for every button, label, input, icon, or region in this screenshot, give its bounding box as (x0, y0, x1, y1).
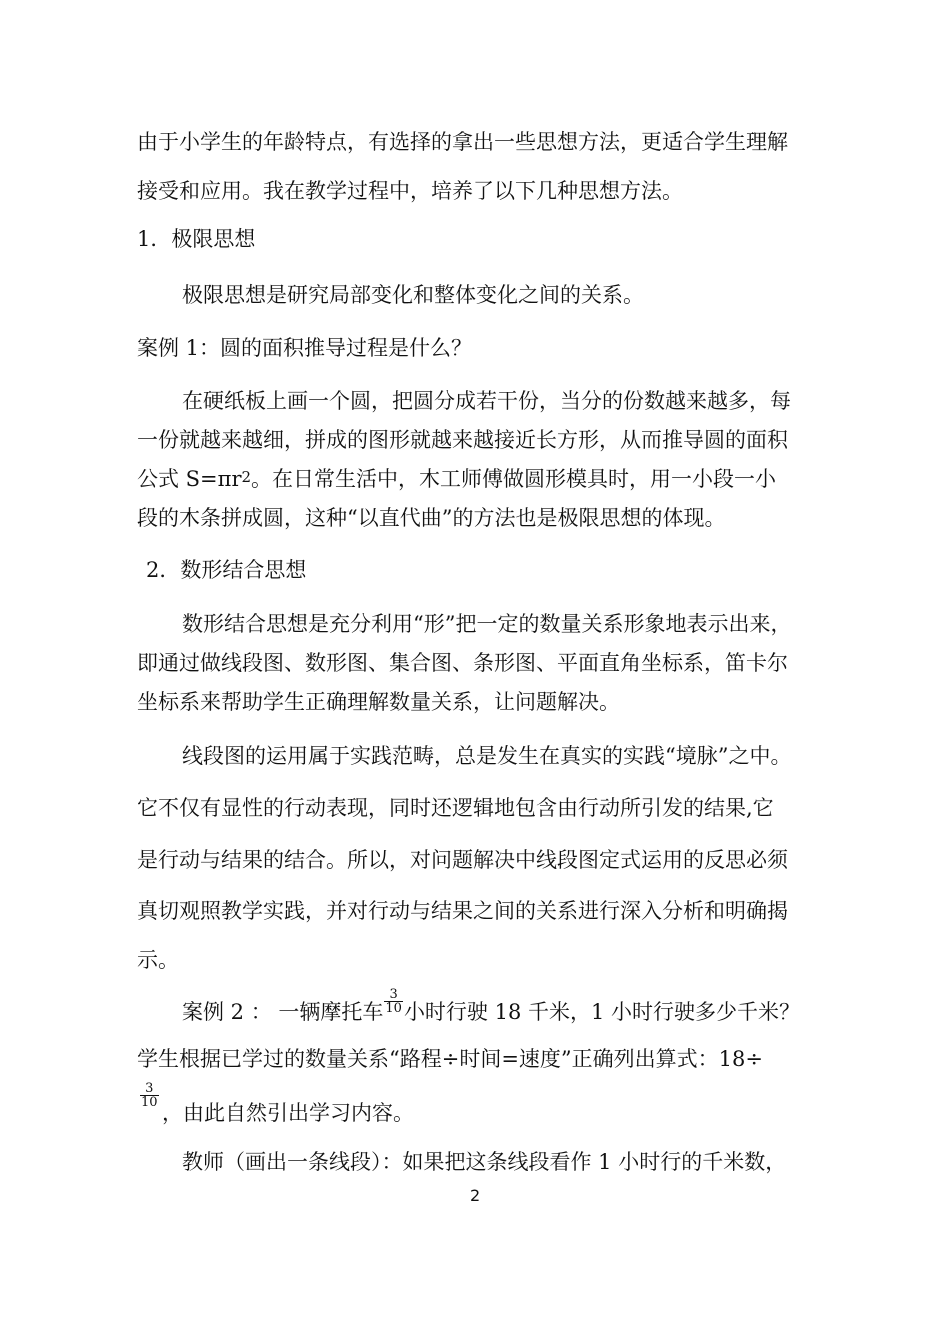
paragraph-line: 一份就越来越细，拼成的图形就越来越接近长方形，从而推导圆的面积 (137, 428, 788, 452)
paragraph-line: 极限思想是研究局部变化和整体变化之间的关系。 (182, 283, 644, 307)
paragraph-text: 。在日常生活中，木工师傅做圆形模具时，用一小段一小 (251, 467, 777, 491)
paragraph-line: 线段图的运用属于实践范畴，总是发生在真实的实践“境脉”之中。 (182, 744, 792, 768)
fraction-denominator: 10 (141, 1095, 158, 1110)
fraction (384, 988, 403, 1015)
case-heading-1: 案例 1：圆的面积推导过程是什么？ (137, 336, 473, 360)
fraction (140, 1082, 159, 1109)
paragraph-line: ，由此自然引出学习内容。 (162, 1101, 414, 1125)
paragraph-line: 教师（画出一条线段）：如果把这条线段看作 1 小时行的千米数， (182, 1150, 787, 1174)
fraction-numerator: 3 (140, 1082, 159, 1096)
case-heading-2 (182, 987, 801, 1027)
fraction-denominator: 10 (385, 1001, 402, 1016)
paragraph-line: 接受和应用。我在教学过程中，培养了以下几种思想方法。 (137, 179, 683, 203)
section-heading-number-shape: 2．数形结合思想 (146, 558, 307, 582)
case-question: 小时行驶 18 千米，1 小时行驶多少千米？ (403, 1000, 801, 1024)
paragraph-line: 真切观照教学实践，并对行动与结果之间的关系进行深入分析和明确揭 (137, 899, 788, 923)
page-number: 2 (470, 1186, 481, 1205)
paragraph-line: 示。 (137, 948, 179, 972)
paragraph-line: 坐标系来帮助学生正确理解数量关系，让问题解决。 (137, 690, 620, 714)
paragraph-line: 是行动与结果的结合。所以，对问题解决中线段图定式运用的反思必须 (137, 848, 788, 872)
formula-text: 公式 S=πr (137, 467, 242, 491)
section-heading-limit: 1．极限思想 (137, 227, 256, 251)
paragraph-line: 由于小学生的年龄特点，有选择的拿出一些思想方法，更适合学生理解 (137, 130, 788, 154)
paragraph-line: 即通过做线段图、数形图、集合图、条形图、平面直角坐标系，笛卡尔 (137, 651, 788, 675)
paragraph-line: 数形结合思想是充分利用“形”把一定的数量关系形象地表示出来， (182, 612, 792, 636)
paragraph-line: 段的木条拼成圆，这种“以直代曲”的方法也是极限思想的体现。 (137, 506, 726, 530)
fraction-numerator: 3 (384, 988, 403, 1002)
superscript: 2 (241, 468, 252, 486)
paragraph-line: 它不仅有显性的行动表现，同时还逻辑地包含由行动所引发的结果,它 (137, 796, 774, 820)
paragraph-line: 在硬纸板上画一个圆，把圆分成若干份，当分的份数越来越多，每 (182, 389, 791, 413)
case-label: 案例 2 ： 一辆摩托车 (182, 1000, 384, 1024)
formula-line (137, 465, 776, 495)
paragraph-line: 学生根据已学过的数量关系“路程÷时间=速度”正确列出算式：18÷ (137, 1047, 763, 1071)
